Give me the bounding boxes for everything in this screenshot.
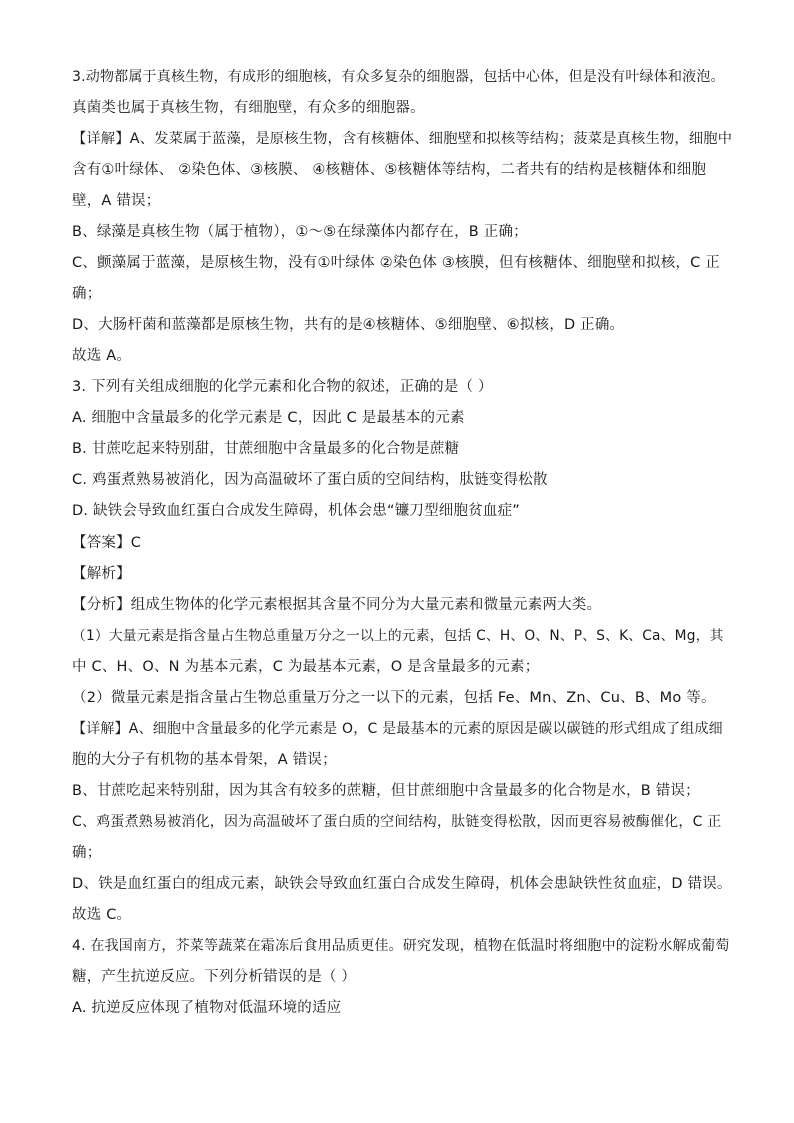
text-line: 故选 C。 xyxy=(72,907,132,923)
text-line: 胞的大分子有机物的基本骨架，A 错误； xyxy=(72,752,337,768)
option-b: B. 甘蔗吃起来特别甜，甘蔗细胞中含量最多的化合物是蔗糖 xyxy=(72,441,460,457)
question-stem: 糖，产生抗逆反应。下列分析错误的是（ ） xyxy=(72,969,357,985)
option-a: A. 细胞中含量最多的化学元素是 C，因此 C 是最基本的元素 xyxy=(72,410,465,426)
text-line: B、绿藻是真核生物（属于植物），①～⑤在绿藻体内都存在，B 正确； xyxy=(72,224,528,240)
text-line: 真菌类也属于真核生物，有细胞壁，有众多的细胞器。 xyxy=(72,100,425,116)
text-line: （2）微量元素是指含量占生物总重量万分之一以下的元素，包括 Fe、Mn、Zn、Cu、B、Mo 等。 xyxy=(72,690,716,706)
text-line: 3.动物都属于真核生物，有成形的细胞核，有众多复杂的细胞器，包括中心体，但是没有叶绿体和液泡。 xyxy=(72,69,725,85)
option-d: D. 缺铁会导致血红蛋白合成发生障碍，机体会患“镰刀型细胞贫血症” xyxy=(72,503,521,519)
text-line: 含有①叶绿体、 ②染色体、③核膜、 ④核糖体、⑤核糖体等结构，二者共有的结构是核糖体和细胞 xyxy=(72,162,707,178)
text-line: C、颤藻属于蓝藻，是原核生物，没有①叶绿体 ②染色体 ③核膜，但有核糖体、细胞壁和拟核，C 正 xyxy=(72,255,720,271)
text-line: 【详解】A、发菜属于蓝藻，是原核生物，含有核糖体、细胞壁和拟核等结构；菠菜是真核生物，细胞中 xyxy=(72,131,733,147)
analysis-heading: 【解析】 xyxy=(72,566,131,582)
question-stem: 4. 在我国南方，芥菜等蔬菜在霜冻后食用品质更佳。研究发现，植物在低温时将细胞中的淀粉水解成葡萄 xyxy=(72,938,730,954)
option-a: A. 抗逆反应体现了植物对低温环境的适应 xyxy=(72,1000,342,1016)
text-line: 【详解】A、细胞中含量最多的化学元素是 O，C 是最基本的元素的原因是碳以碳链的形式组成了组成细 xyxy=(72,721,723,737)
text-line: 故选 A。 xyxy=(72,348,132,364)
text-line: B、甘蔗吃起来特别甜，因为其含有较多的蔗糖，但甘蔗细胞中含量最多的化合物是水，B 错误； xyxy=(72,783,700,799)
option-c: C. 鸡蛋煮熟易被消化，因为高温破坏了蛋白质的空间结构，肽链变得松散 xyxy=(72,472,548,488)
answer-label: 【答案】C xyxy=(72,535,142,551)
text-line: D、铁是血红蛋白的组成元素，缺铁会导致血红蛋白合成发生障碍，机体会患缺铁性贫血症，D 错误。 xyxy=(72,876,732,892)
text-line: C、鸡蛋煮熟易被消化，因为高温破坏了蛋白质的空间结构，肽链变得松散，因而更容易被酶催化，C 正 xyxy=(72,814,722,830)
text-line: D、大肠杆菌和蓝藻都是原核生物，共有的是④核糖体、⑤细胞壁、⑥拟核，D 正确。 xyxy=(72,317,625,333)
text-line: 【分析】组成生物体的化学元素根据其含量不同分为大量元素和微量元素两大类。 xyxy=(72,597,602,613)
text-line: 确； xyxy=(72,286,102,302)
text-line: 中 C、H、O、N 为基本元素，C 为最基本元素，O 是含量最多的元素； xyxy=(72,659,540,675)
text-line: 确； xyxy=(72,845,102,861)
text-line: 壁，A 错误； xyxy=(72,193,161,209)
question-stem: 3. 下列有关组成细胞的化学元素和化合物的叙述，正确的是（ ） xyxy=(72,379,493,395)
text-line: （1）大量元素是指含量占生物总重量万分之一以上的元素，包括 C、H、O、N、P、S、K、Ca、Mg，其 xyxy=(72,628,724,644)
